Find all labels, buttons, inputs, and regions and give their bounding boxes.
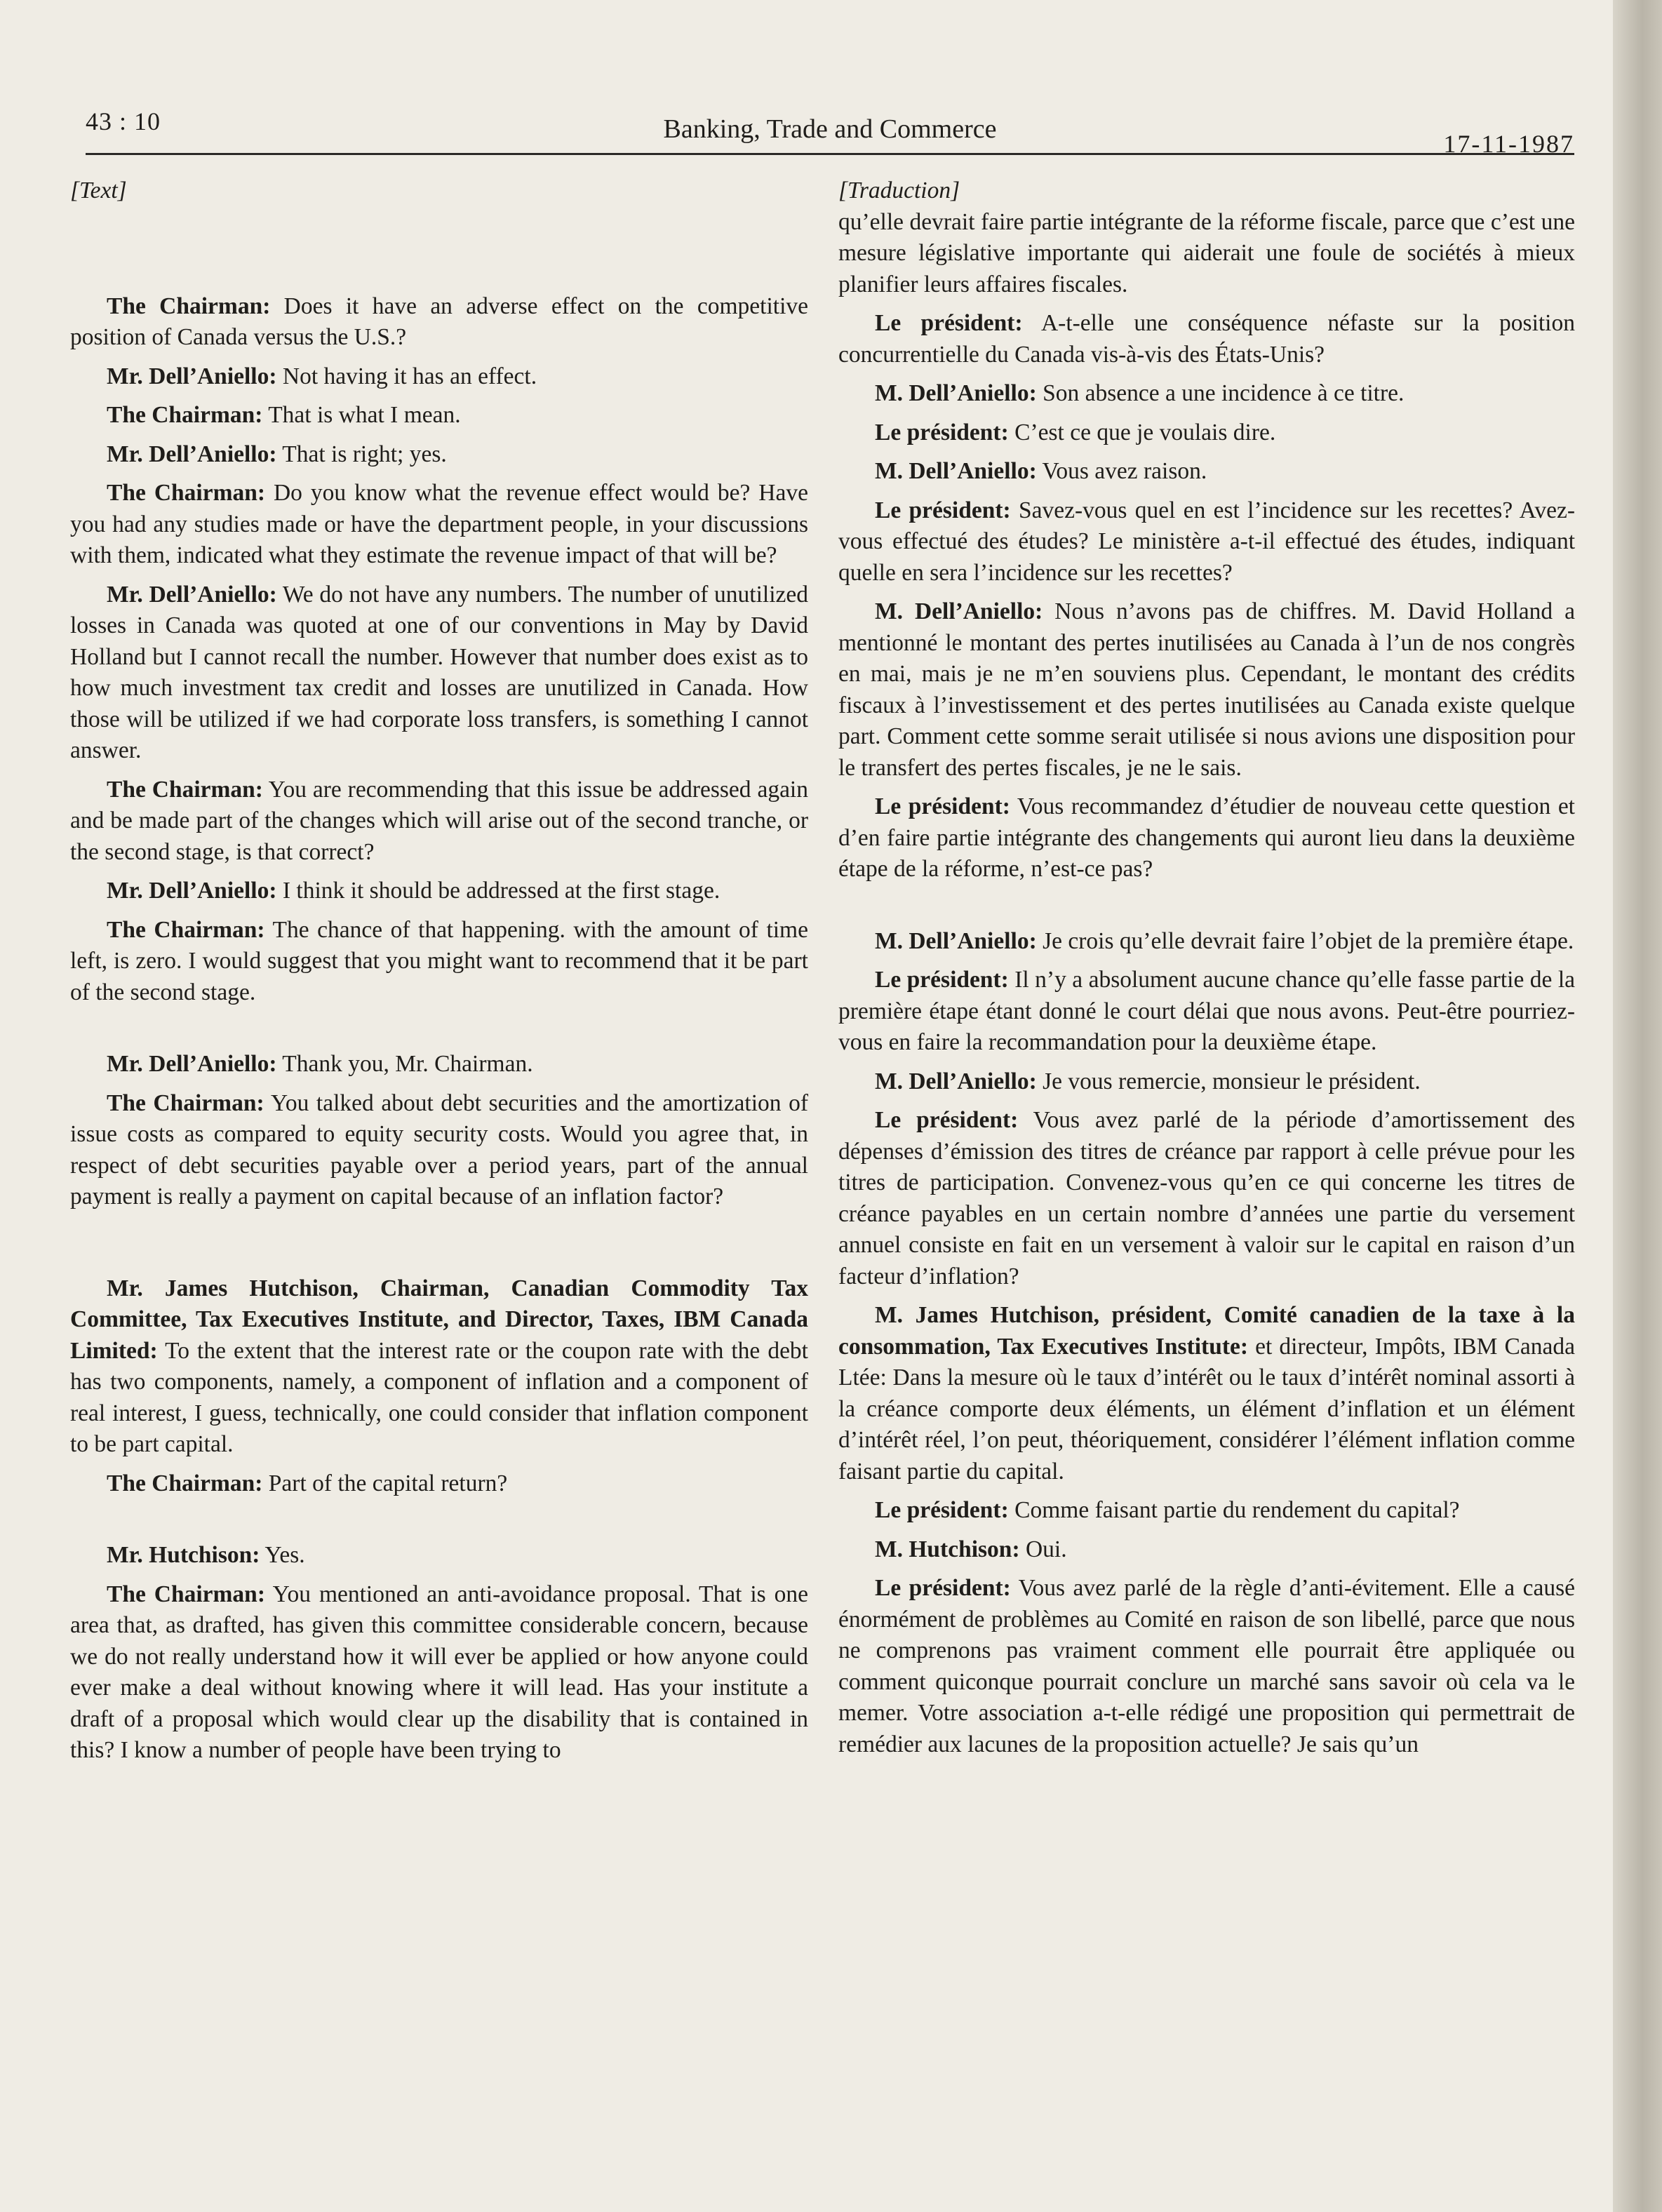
speech-text: Does it have an adverse effect on the competitive position of Canada versus the U.S.? [70,293,808,350]
paragraph [838,1066,1575,1098]
speech-text: Oui. [1019,1536,1067,1562]
speech-text: Not having it has an effect. [276,363,537,389]
page-number: 43 : 10 [86,107,161,135]
speaker: The Chairman: [107,480,266,506]
speech-text: Comme faisant partie du rendement du capital? [1008,1497,1460,1523]
speaker: The Chairman: [107,776,263,803]
speech-text: Vous avez parlé de la règle d’anti-évitement. Elle a causé énormément de problèmes au Comité en raison de son libellé, parce que nous ne comprenons pas vraiment comment elle pourrait être appliquée ou comment quiconque pourrait conclure un marché sans savoir où cela va le memer. Votre association a-t-elle rédigé une proposition qui permettrait de remédier aux lacunes de la proposition actuelle? Je sais qu’un [838,1575,1575,1757]
paragraph [838,926,1575,958]
paragraph [838,1534,1575,1566]
speaker: Mr. Dell’Aniello: [107,581,277,608]
paragraph [838,495,1575,589]
speech-text: Vous recommandez d’étudier de nouveau cette question et d’en faire partie intégrante des changements qui auront lieu dans la deuxième étape de la réforme, n’est-ce pas? [838,793,1575,882]
speech-text: et directeur, Impôts, IBM Canada Ltée: Dans la mesure où le taux d’intérêt ou le taux d’intérêt nominal assorti à la créance comporte deux éléments, un élément d’inflation et un élément d’intérêt réel, l’on peut, théoriquement, considérer l’élément inflation comme faisant partie du capital. [838,1333,1575,1484]
speaker: The Chairman: [107,916,265,943]
speech-text: Son absence a une incidence à ce titre. [1036,380,1405,406]
speech-text: Nous n’avons pas de chiffres. M. David Holland a mentionné le montant des pertes inutilisées au Canada à l’un de nos congrès en mai, mais je ne m’en souviens plus. Cependant, le montant des crédits fiscaux à l’investissement et des pertes inutilisées au Canada existe quelque part. Comment cette somme serait utilisée si nous avions une disposition pour le transfert des pertes fiscales, je ne le sais. [838,598,1575,781]
speech-text: Vous avez raison. [1036,458,1207,484]
speaker: Le président: [875,1575,1011,1601]
column-label: [Text] [70,177,127,203]
speaker: The Chairman: [107,1090,264,1116]
column-label: [Traduction] [838,177,960,203]
paragraph [70,876,808,907]
speech-text: You mentioned an anti-avoidance proposal. That is one area that, as drafted, has given this committee considerable concern, because we do not really understand how it will ever be applied or how anyone could ever make a deal without knowing where it will lead. Has your institute a draft of a proposal which would clear up the disability that is contained in this? I know a number of people have been trying to [70,1581,808,1763]
paragraph [70,400,808,431]
paragraph [70,478,808,572]
paragraph [838,1573,1575,1760]
speaker: Le président: [875,419,1009,445]
speaker: Mr. James Hutchison, Chairman, Canadian Commodity Tax Committee, Tax Executives Institute, and Director, Taxes, IBM Canada Limited: [70,1275,808,1364]
speaker: Le président: [875,497,1011,523]
paragraph [838,791,1575,885]
paragraph [70,1273,808,1461]
speech-text: To the extent that the interest rate or the coupon rate with the debt has two components, namely, a component of inflation and a component of real interest, I guess, technically, one could consider that inflation component to be part capital. [70,1337,808,1457]
speech-text: C’est ce que je voulais dire. [1008,419,1276,445]
speaker: Le président: [875,793,1010,819]
paragraph [70,439,808,471]
speaker: Mr. Dell’Aniello: [107,878,277,904]
speaker: Mr. Hutchison: [107,1542,260,1568]
speech-text: Do you know what the revenue effect would be? Have you had any studies made or have the department people, in your discussions with them, indicated what they estimate the revenue impact of that will be? [70,480,808,568]
paragraph [70,1579,808,1767]
paragraph [838,596,1575,784]
paragraph [70,361,808,393]
issue-date: 17-11-1987 [1443,130,1574,158]
paragraph [70,1468,808,1500]
running-header [86,104,1574,158]
speech-text: Yes. [260,1542,305,1568]
speaker: Le président: [875,310,1023,336]
speech-text: Je crois qu’elle devrait faire l’objet de la première étape. [1036,927,1574,954]
speaker: The Chairman: [107,402,263,428]
speaker: M. Dell’Aniello: [875,598,1043,624]
paragraph [838,378,1575,410]
speaker: The Chairman: [107,1470,263,1496]
paragraph [70,291,808,354]
speaker: M. Dell’Aniello: [875,1068,1037,1094]
speech-text: Thank you, Mr. Chairman. [276,1051,533,1077]
speech-text: You talked about debt securities and the amortization of issue costs as compared to equity security costs. Would you agree that, in respect of debt securities payable over a period years, part of the annual payment is really a payment on capital because of an inflation factor? [70,1090,809,1209]
paragraph [70,579,808,767]
paragraph [70,1540,808,1571]
english-column [70,175,808,1774]
speaker: M. Hutchison: [875,1536,1020,1562]
speech-text: Savez-vous quel en est l’incidence sur les recettes? Avez-vous effectué des études? Le ministère a-t-il effectué des études, indiquant quelle en sera l’incidence sur les recettes? [838,497,1575,586]
speech-text: Part of the capital return? [262,1470,508,1496]
speech-text: I think it should be addressed at the first stage. [276,878,721,904]
continuation-paragraph: qu’elle devrait faire partie intégrante de la réforme fiscale, parce que c’est une mesure législative importante qui aiderait une foule de sociétés à mieux planifier leurs affaires fiscales. [838,208,1575,297]
speaker: M. James Hutchison, président, Comité canadien de la taxe à la consommation, Tax Executives Institute: [838,1302,1575,1360]
speaker: The Chairman: [107,1581,265,1607]
speaker: Le président: [875,1497,1009,1523]
binding-gutter [1613,0,1662,2212]
speaker: M. Dell’Aniello: [875,458,1037,484]
paragraph [70,1049,808,1080]
speaker: Le président: [875,1107,1019,1133]
paragraph [838,308,1575,370]
speech-text: Vous avez parlé de la période d’amortissement des dépenses d’émission des titres de créance par rapport à celle prévue pour les titres de participation. Convenez-vous qu’en ce qui concerne les titres de créance payables en un certain nombre d’années une partie du versement annuel consiste en fait en un versement à valoir sur le capital en raison d’un facteur d’inflation? [838,1107,1575,1289]
speech-text: That is right; yes. [276,441,447,467]
speaker: M. Dell’Aniello: [875,380,1037,406]
paragraph [838,1105,1575,1292]
speaker: Mr. Dell’Aniello: [107,363,277,389]
paragraph [838,1495,1575,1527]
paragraph [838,456,1575,488]
paragraph [838,965,1575,1059]
speech-text: You are recommending that this issue be addressed again and be made part of the changes which will arise out of the second tranche, or the second stage, is that correct? [70,776,808,865]
speech-text: We do not have any numbers. The number of unutilized losses in Canada was quoted at one of our conventions in May by David Holland but I cannot recall the number. However that number does exist as to how much investment tax credit and losses are unutilized in Canada. How those will be utilized if we had corporate loss transfers, is something I cannot answer. [70,581,808,763]
speech-text: Il n’y a absolument aucune chance qu’elle fasse partie de la première étape étant donné le court délai que nous avons. Peut-être pourriez-vous en faire la recommandation pour la deuxième étape. [838,967,1576,1055]
speech-text: A-t-elle une conséquence néfaste sur la position concurrentielle du Canada vis-à-vis des États-Unis? [838,310,1575,368]
publication-title: Banking, Trade and Commerce [663,114,997,144]
speaker: The Chairman: [107,293,271,319]
speaker: Le président: [875,967,1009,993]
paragraph [70,775,808,869]
speech-text: That is what I mean. [262,402,461,428]
french-column [838,175,1575,1768]
paragraph [838,1300,1575,1487]
paragraph [838,417,1575,449]
speech-text: The chance of that happening. with the amount of time left, is zero. I would suggest that you might want to recommend that it be part of the second stage. [70,916,808,1005]
speaker: Mr. Dell’Aniello: [107,1051,277,1077]
speech-text: Je vous remercie, monsieur le président. [1036,1068,1421,1094]
paragraph [70,915,808,1009]
paragraph [70,1088,808,1213]
speaker: Mr. Dell’Aniello: [107,441,277,467]
speaker: M. Dell’Aniello: [875,927,1037,954]
